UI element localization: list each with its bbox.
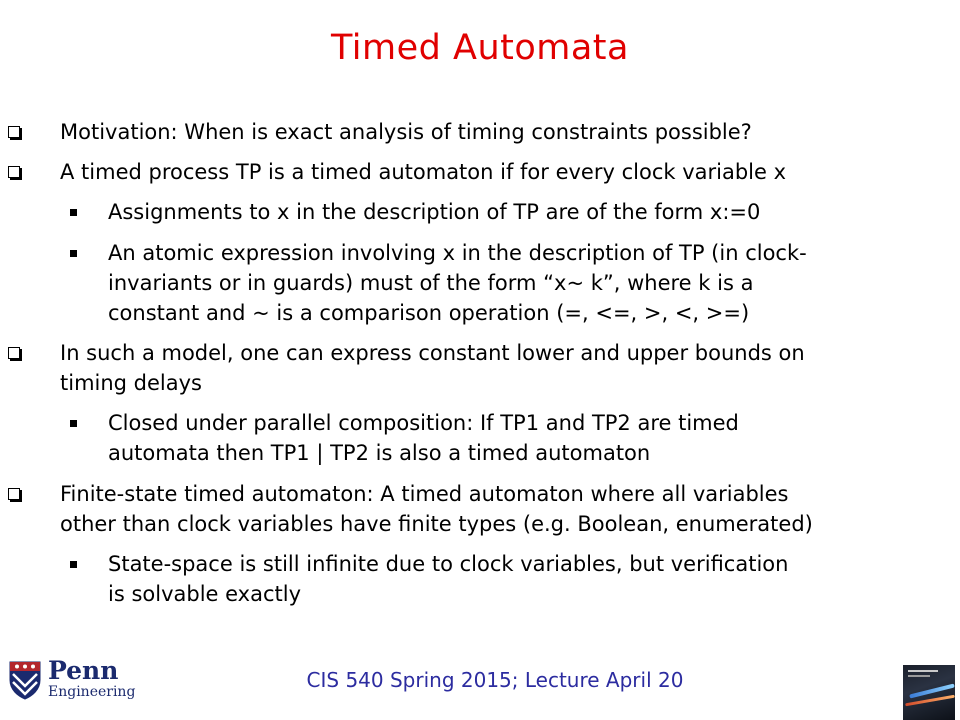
square-bullet-icon <box>8 488 20 500</box>
sub-bullet-atomic-expression <box>108 238 807 328</box>
bullet-line: State-space is still infinite due to clock variables, but verification <box>108 552 789 576</box>
book-cover-title-mark <box>908 670 938 672</box>
bullet-line: Closed under parallel composition: If TP1 and TP2 are timed <box>108 411 739 435</box>
square-sub-bullet-icon <box>70 561 77 568</box>
square-bullet-icon <box>8 347 20 359</box>
bullet-line: automata then TP1 | TP2 is also a timed automaton <box>108 441 651 465</box>
logo-engineering-text: Engineering <box>48 684 136 700</box>
bullet-line: invariants or in guards) must of the form “x~ k”, where k is a <box>108 271 754 295</box>
square-sub-bullet-icon <box>70 209 77 216</box>
bullet-finite-state <box>60 479 813 539</box>
bullet-definition <box>60 157 786 187</box>
sub-bullet-closure <box>108 408 739 468</box>
sub-bullet-state-space <box>108 549 788 609</box>
square-bullet-icon <box>8 126 20 138</box>
bullet-line: An atomic expression involving x in the description of TP (in clock- <box>108 241 807 265</box>
book-cover-image <box>903 665 955 720</box>
logo-penn-text: Penn <box>48 656 119 685</box>
bullet-line: constant and ~ is a comparison operation (=, <=, >, <, >=) <box>108 301 750 325</box>
bullet-motivation <box>60 117 752 147</box>
square-sub-bullet-icon <box>70 250 77 257</box>
bullet-line: Finite-state timed automaton: A timed automaton where all variables <box>60 482 789 506</box>
book-cover-subtitle-mark <box>908 675 930 677</box>
bullet-line: A timed process TP is a timed automaton if for every clock variable x <box>60 160 787 184</box>
slide-title: Timed Automata <box>331 28 629 68</box>
sub-bullet-assignments <box>108 197 760 227</box>
bullet-model <box>60 338 805 398</box>
bullet-line: Motivation: When is exact analysis of timing constraints possible? <box>60 120 752 144</box>
slide-footer: CIS 540 Spring 2015; Lecture April 20 <box>306 668 684 692</box>
bullet-line: In such a model, one can express constant lower and upper bounds on <box>60 341 805 365</box>
bullet-line: is solvable exactly <box>108 582 302 606</box>
bullet-line: timing delays <box>60 371 202 395</box>
bullet-line: other than clock variables have finite types (e.g. Boolean, enumerated) <box>60 512 813 536</box>
bullet-line: Assignments to x in the description of TP are of the form x:=0 <box>108 200 761 224</box>
square-sub-bullet-icon <box>70 420 77 427</box>
square-bullet-icon <box>8 166 20 178</box>
